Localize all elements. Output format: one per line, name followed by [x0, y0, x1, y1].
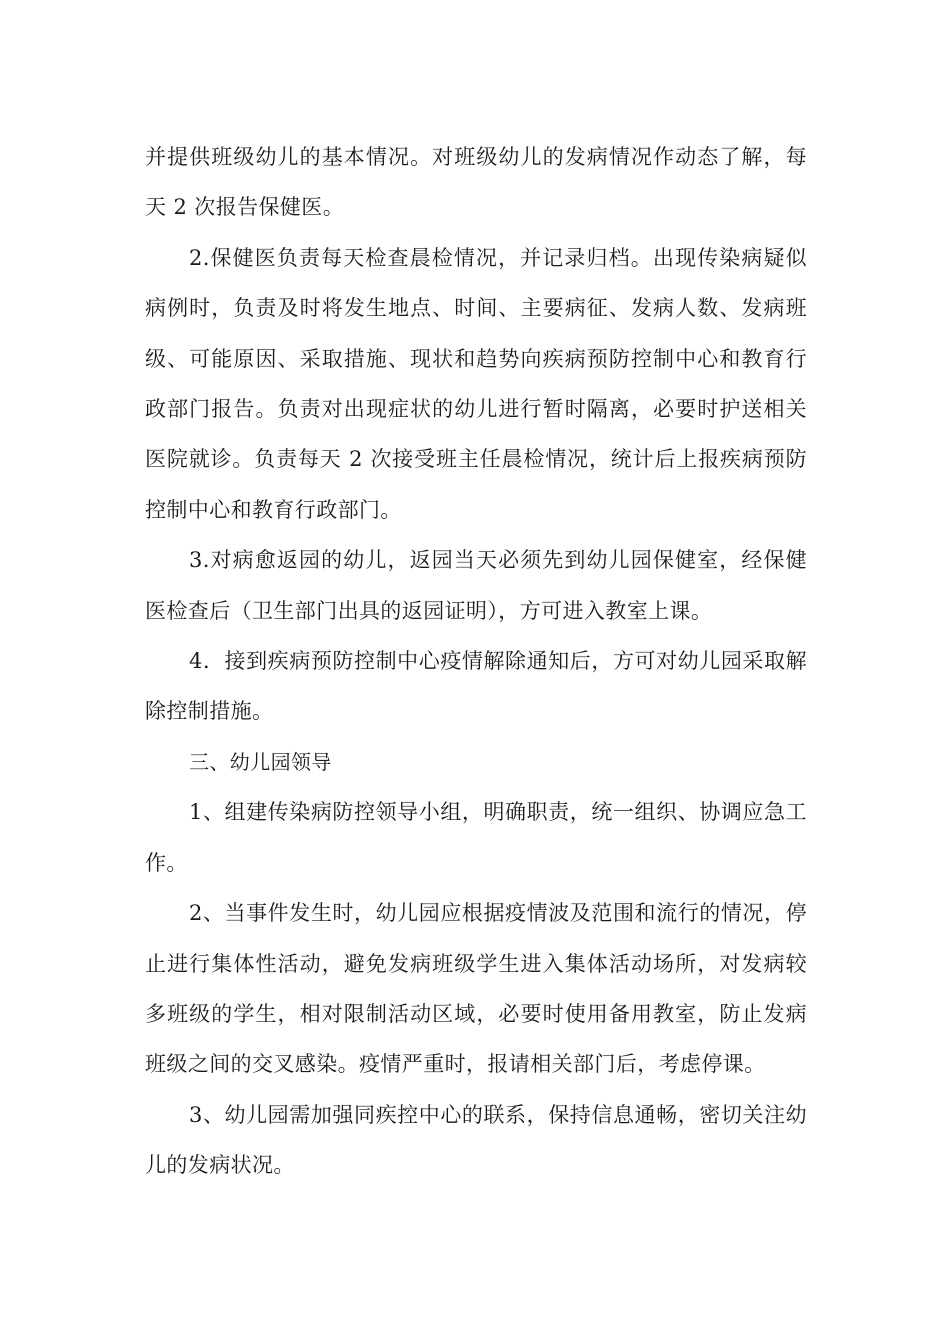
paragraph-leadership-group: 1、组建传染病防控领导小组，明确职责，统一组织、协调应急工作。 — [145, 800, 807, 875]
paragraph-continuation: 并提供班级幼儿的基本情况。对班级幼儿的发病情况作动态了解，每天 2 次报告保健医。 — [145, 145, 807, 220]
document-body — [145, 132, 807, 1191]
paragraph-event-response: 2、当事件发生时，幼儿园应根据疫情波及范围和流行的情况，停止进行集体性活动，避免发病班级学生进入集体活动场所，对发病较多班级的学生，相对限制活动区域，必要时使用备用教室，防止发病班级之间的交叉感染。疫情严重时，报请相关部门后，考虑停课。 — [145, 901, 807, 1077]
paragraph-cdc-contact: 3、幼儿园需加强同疾控中心的联系，保持信息通畅，密切关注幼儿的发病状况。 — [145, 1102, 807, 1178]
paragraph-return-to-school: 3.对病愈返园的幼儿，返园当天必须先到幼儿园保健室，经保健医检查后（卫生部门出具的返园证明），方可进入教室上课。 — [145, 548, 807, 623]
section-heading: 三、幼儿园领导 — [189, 749, 332, 774]
paragraph-lift-control: 4．接到疾病预防控制中心疫情解除通知后，方可对幼儿园采取解除控制措施。 — [145, 649, 807, 724]
paragraph-health-doctor-duties: 2.保健医负责每天检查晨检情况，并记录归档。出现传染病疑似病例时，负责及时将发生地点、时间、主要病征、发病人数、发病班级、可能原因、采取措施、现状和趋势向疾病预防控制中心和教育行政部门报告。负责对出现症状的幼儿进行暂时隔离，必要时护送相关医院就诊。负责每天 2 次接受班主任晨检情况，统计后上报疾病预防控制中心和教育行政部门。 — [145, 245, 807, 522]
